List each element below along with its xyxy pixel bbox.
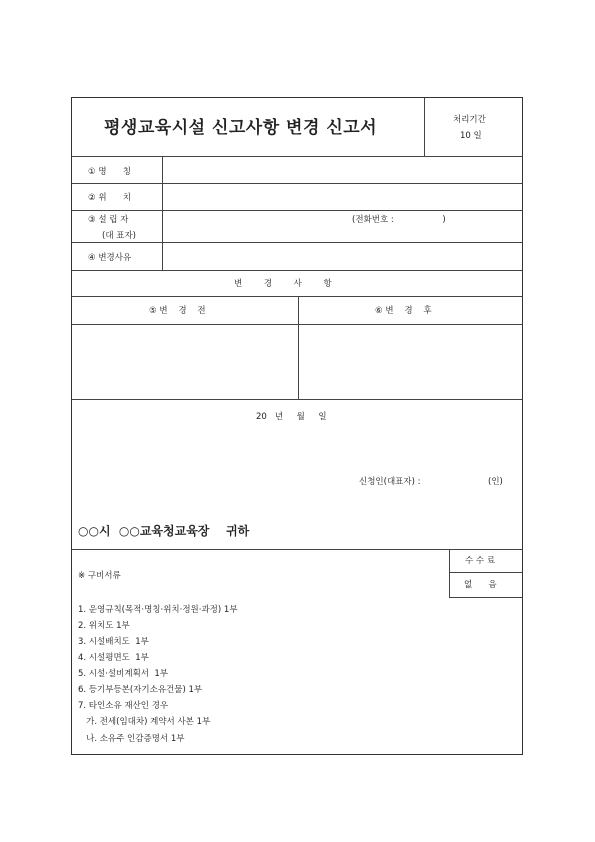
addressee: ○○시 ○○교육청교육장 귀하: [78, 524, 250, 538]
before-label: ⑤ 변 경 전: [149, 306, 206, 316]
fee-label: 수 수 료: [465, 556, 496, 566]
document-item: 가. 전세(임대차) 계약서 사본 1부: [78, 717, 211, 727]
processing-period-value: 10 일: [460, 131, 482, 141]
fee-box-divider: [449, 549, 450, 597]
founder-field[interactable]: [163, 211, 521, 242]
date-line: 20 년 월 일: [256, 412, 327, 422]
document-item: 나. 소유주 인감증명서 1부: [78, 734, 185, 744]
changes-header: 변 경 사 항: [234, 279, 332, 289]
documents-header: ※ 구비서류: [78, 571, 121, 581]
title-divider: [424, 98, 425, 156]
processing-period-label: 처리기간: [453, 115, 486, 125]
founder-sub-label: (대 표자): [102, 231, 136, 241]
fee-box-bottom: [449, 597, 522, 598]
divider: [72, 296, 522, 297]
applicant-label: 신청인(대표자) :: [359, 477, 421, 487]
location-field[interactable]: [163, 184, 521, 210]
name-label: ① 명 칭: [88, 167, 131, 177]
reason-field[interactable]: [163, 243, 521, 270]
after-label: ⑥ 변 경 후: [375, 306, 432, 316]
document-item: 6. 등기부등본(자기소유건물) 1부: [78, 685, 203, 695]
form-title-cell: [72, 98, 424, 156]
document-item: 7. 타인소유 재산인 경우: [78, 701, 169, 711]
document-item: 2. 위치도 1부: [78, 621, 130, 631]
before-field[interactable]: [73, 325, 297, 399]
divider: [72, 270, 522, 271]
divider: [72, 399, 522, 400]
document-item: 4. 시설평면도 1부: [78, 653, 149, 663]
label-column-divider: [162, 156, 163, 270]
change-report-form: [71, 97, 523, 755]
founder-label: ③ 설 립 자: [88, 215, 129, 225]
document-item: 1. 운영규칙(목적·명칭·위치·정원·과정) 1부: [78, 605, 238, 615]
document-item: 5. 시설·설비계획서 1부: [78, 669, 169, 679]
location-label: ② 위 치: [88, 193, 131, 203]
seal-label: (인): [488, 477, 503, 487]
reason-label: ④ 변경사유: [88, 253, 132, 263]
form-title: 평생교육시설 신고사항 변경 신고서: [104, 118, 378, 138]
document-item: 3. 시설배치도 1부: [78, 637, 149, 647]
divider: [72, 549, 522, 550]
after-field[interactable]: [299, 325, 521, 399]
fee-value: 없 음: [464, 580, 497, 590]
name-field[interactable]: [163, 157, 521, 183]
phone-label: (전화번호 : ): [352, 215, 446, 225]
fee-box-mid: [449, 572, 522, 573]
